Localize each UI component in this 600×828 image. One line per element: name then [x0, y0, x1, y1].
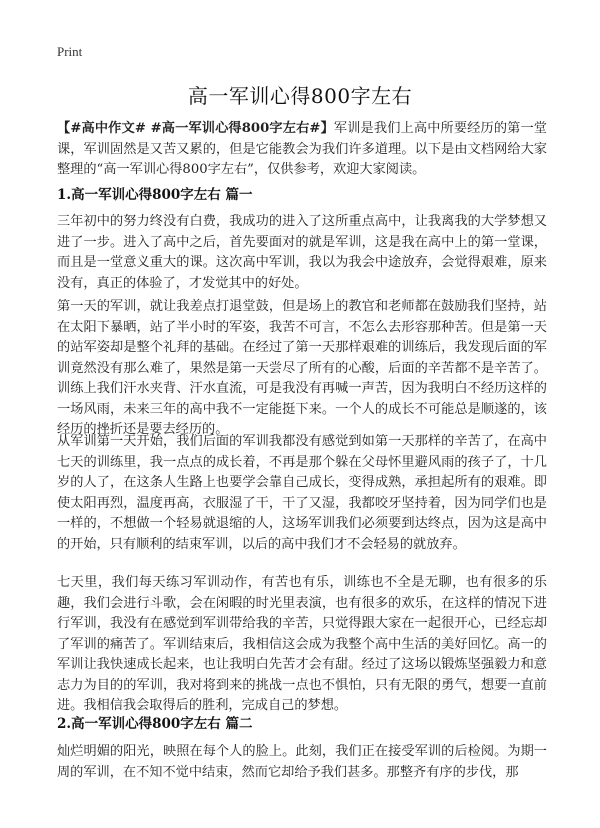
- print-label[interactable]: Print: [57, 44, 83, 59]
- intro-tag: 【#高中作文# #高一军训心得800字左右#】: [57, 121, 334, 136]
- section-1-paragraph-4: 七天里，我们每天练习军训动作，有苦也有乐，训练也不全是无聊，也有很多的乐趣，我们会进行斗歌，会在闲暇的时光里表演，也有很多的欢乐，在这样的情况下进行军训，我没有在感觉到军训带给我的辛苦，只觉得跟大家在一起很开心，已经忘却了军训的痛苦了。军训结束后，我相信这会成为我整个高中生活的美好回忆。高一的军训让我快速成长起来，也让我明白先苦才会有甜。经过了这场以锻炼坚强毅力和意志力为目的的军训，我对将到来的挑战一点也不惧怕，只有无限的勇气，想要一直前进。我相信我会取得后的胜利，完成自己的梦想。: [57, 575, 547, 713]
- section-1-paragraph-2: 第一天的军训，就让我差点打退堂鼓，但是场上的教官和老师都在鼓励我们坚持，站在太阳下暴晒，站了半小时的军姿，我苦不可言，不怎么去形容那种苦。但是第一天的站军姿却是整个礼拜的基础。在经过了第一天那样艰难的训练后，我发现后面的军训竟然没有那么难了，果然是第一天尝尽了所有的心酸，后面的辛苦都不是辛苦了。训练上我们汗水夹背、汗水直流，可是我没有再喊一声苦，因为我明白不经历这样的一场风雨，未来三年的高中我不一定能挺下来。一个人的成长不可能总是顺遂的，该经历的挫折还是要去经历的。: [57, 299, 547, 437]
- page-title: 高一军训心得800字左右: [187, 84, 413, 108]
- section-heading-1: 1.高一军训心得800字左右 篇一: [57, 187, 253, 203]
- intro-paragraph: [57, 119, 547, 181]
- section-heading-2: 2.高一军训心得800字左右 篇二: [57, 716, 253, 732]
- section-2-paragraph-1: 灿烂明媚的阳光，映照在每个人的脸上。此刻，我们正在接受军训的后检阅。为期一周的军训，在不知不觉中结束，然而它却给予我们甚多。那整齐有序的步伐，那: [57, 744, 547, 780]
- section-1-paragraph-1: 三年初中的努力终没有白费，我成功的进入了这所重点高中，让我离我的大学梦想又进了一步。进入了高中之后，首先要面对的就是军训，这是我在高中上的第一堂课，而且是一堂意义重大的课。这次高中军训，我以为我会中途放弃，会觉得艰难，原来没有，真正的体验了，才发觉其中的好处。: [57, 214, 547, 291]
- intro-text: 军训是我们上高中所要经历的第一堂课，军训固然是又苦又累的，但是它能教会为我们许多道理。以下是由文档网给大家整理的“高一军训心得800字左右”，仅供参考，欢迎大家阅读。: [57, 121, 547, 177]
- section-1-paragraph-3: 从军训第一天开始，我们后面的军训我都没有感觉到如第一天那样的辛苦了，在高中七天的训练里，我一点点的成长着，不再是那个躲在父母怀里避风雨的孩子了，十几岁的人了，在这条人生路上也要学会靠自己成长，变得成熟，承担起所有的艰难。即使太阳再烈，温度再高，衣服湿了干，干了又湿，我都咬牙坚持着，因为同学们也是一样的，不想做一个轻易就退缩的人，这场军训我们必须要到达终点，因为这是高中的开始，只有顺利的结束军训，以后的高中我们才不会轻易的就放弃。: [57, 434, 547, 552]
